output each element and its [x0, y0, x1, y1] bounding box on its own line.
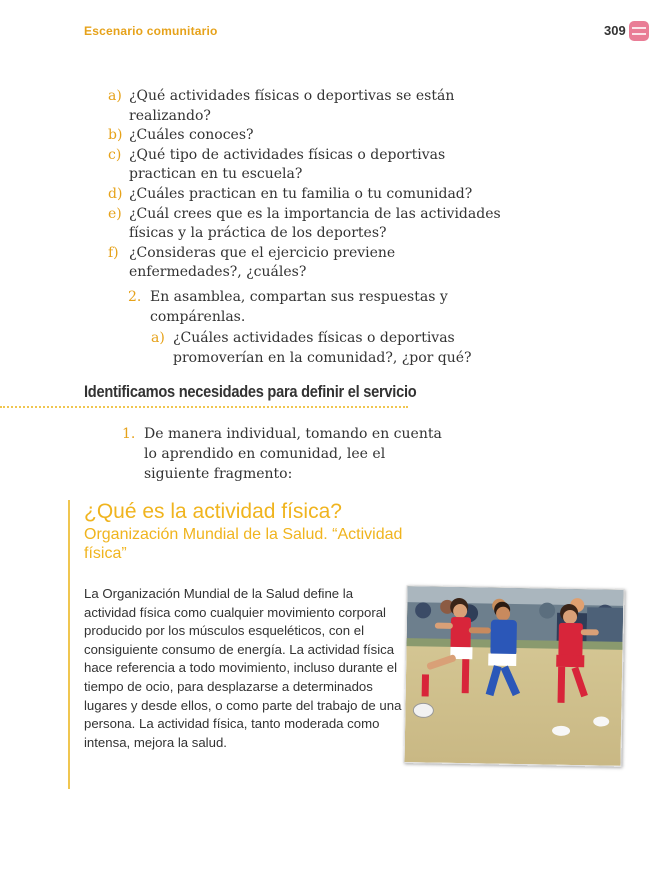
step-2-sub-list: [151, 328, 473, 368]
list-item: [108, 244, 509, 283]
list-item: [108, 205, 509, 244]
list-marker: e): [108, 205, 122, 222]
book-emblem-icon: [629, 21, 649, 41]
list-item: [151, 328, 473, 368]
section-title: Escenario comunitario: [84, 24, 218, 38]
list-marker: 2.: [128, 289, 142, 305]
list-marker: a): [151, 330, 165, 346]
question-text: ¿Qué tipo de actividades físicas o deportivas practican en tu escuela?: [129, 146, 446, 183]
soccer-girls-photo: [403, 585, 624, 767]
list-item: [108, 146, 509, 185]
list-marker: b): [108, 127, 123, 144]
section-heading: Identificamos necesidades para definir el servicio: [84, 382, 417, 401]
question-text: ¿Cuáles actividades físicas o deportivas promoverían en la comunidad?, ¿por qué?: [173, 330, 472, 366]
question-text: ¿Consideras que el ejercicio previene enfermedades?, ¿cuáles?: [129, 244, 396, 281]
question-list: [108, 87, 509, 283]
page-number: 309: [604, 23, 626, 38]
quote-accent-bar: [68, 500, 70, 789]
quote-source: Organización Mundial de la Salud. “Actividad física”: [84, 526, 403, 562]
question-text: ¿Cuál crees que es la importancia de las actividades físicas y la práctica de los deportes?: [129, 205, 501, 242]
step-text: De manera individual, tomando en cuenta lo aprendido en comunidad, lee el siguiente fragmento:: [144, 426, 442, 482]
list-item: [108, 185, 509, 205]
list-marker: 1.: [122, 426, 136, 442]
quote-body: La Organización Mundial de la Salud define la actividad física como cualquier movimiento corporal producido por los músculos esqueléticos, con el consiguiente consumo de energía. La actividad física hace referencia a todo movimiento, incluso durante el tiempo de ocio, para desplazarse a determinados lugares y desde ellos, o como parte del trabajo de una persona. La actividad física, tanto moderada como intensa, mejora la salud.: [84, 586, 402, 750]
list-marker: a): [108, 88, 122, 104]
list-item: [122, 424, 444, 484]
list-marker: c): [108, 146, 122, 163]
step-text: En asamblea, compartan sus respuestas y compárenlas.: [150, 289, 448, 325]
list-item: [108, 126, 509, 146]
list-marker: f): [108, 244, 119, 261]
question-text: ¿Cuáles conoces?: [129, 127, 254, 144]
question-text: ¿Qué actividades físicas o deportivas se están realizando?: [129, 88, 455, 124]
dotted-divider: [0, 406, 408, 408]
list-item: [128, 288, 450, 327]
list-item: [108, 87, 509, 126]
step-1-list: [122, 424, 444, 484]
question-text: ¿Cuáles practican en tu familia o tu comunidad?: [129, 185, 473, 202]
list-marker: d): [108, 185, 123, 202]
step-2-list: [128, 288, 450, 327]
quote-title: ¿Qué es la actividad física?: [84, 500, 342, 523]
